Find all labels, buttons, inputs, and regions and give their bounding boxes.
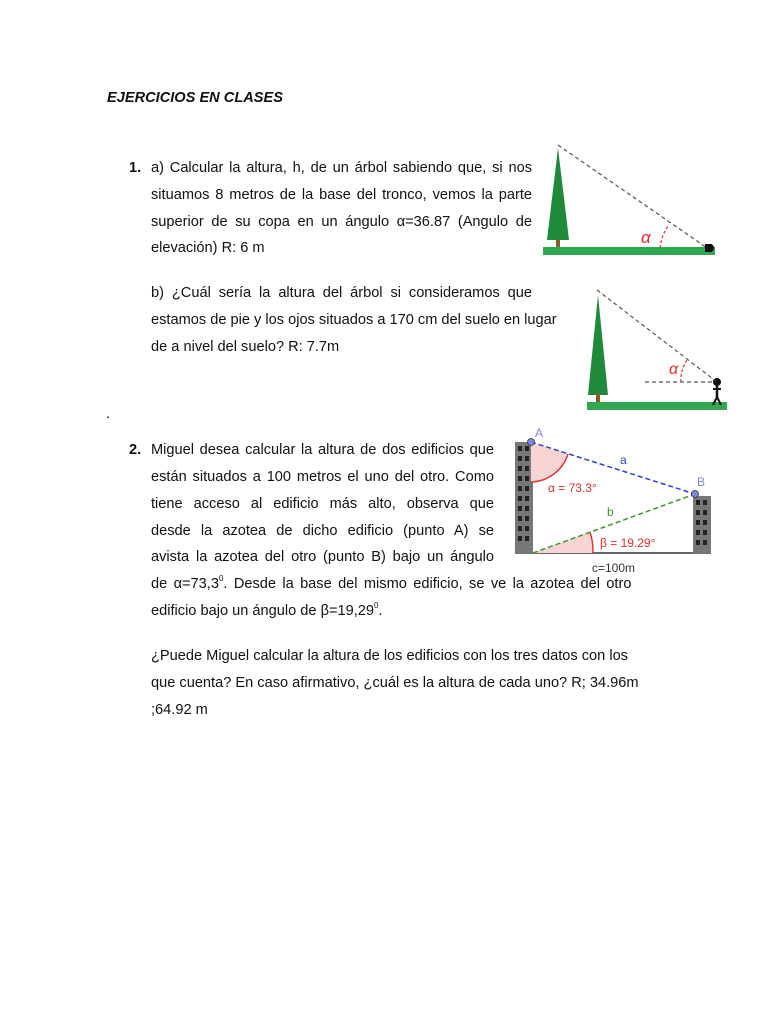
ex1a-line-1: a) Calcular la altura, h, de un árbol sabiendo que, si nos [151, 160, 532, 176]
alpha-label-a: α [641, 228, 651, 247]
point-a [528, 439, 535, 446]
alpha-label-b: α [669, 361, 679, 378]
question-line-3: ;64.92 m [151, 702, 208, 718]
ex2-line-7: edificio bajo un ángulo de $\beta=19,29^0$. [151, 601, 383, 619]
building-a [515, 442, 533, 554]
ex1b-line-3: de a nivel del suelo? R: 7.7m [151, 339, 340, 355]
tree-figure-a [540, 140, 720, 262]
exercise-1-number: 1. [129, 160, 142, 176]
beta-value-label: β = 19.29° [600, 536, 656, 550]
ex1a-line-3: superior de su copa en un ángulo α=36.87 (Angulo de [151, 214, 532, 230]
buildings-figure [510, 424, 715, 576]
ex2-line-5: avista la azotea del otro (punto B) bajo un ángulo [151, 549, 494, 565]
point-a-label: A [535, 426, 544, 440]
question-line-1: ¿Puede Miguel calcular la altura de los edificios con los tres datos con los [151, 648, 628, 664]
ex2-line-4: desde la azotea de dicho edificio (punto A) se [151, 523, 494, 539]
ex2-line-2: están situados a 100 metros el uno del otro. Como [151, 469, 494, 485]
ex1a-line-4: elevación) R: 6 m [151, 240, 265, 256]
tree-crown-a [547, 148, 569, 240]
question-line-2: que cuenta? En caso afirmativo, ¿cuál es la altura de cada uno? R; 34.96m [151, 675, 639, 691]
segment-b-label: b [607, 505, 614, 519]
ex2-line-6: de $\alpha=73,3^0$. Desde la base del mismo edificio, se ve la azotea del otro [151, 574, 632, 592]
sight-line-a [558, 145, 710, 250]
sight-line-b [597, 290, 717, 382]
point-b [692, 491, 699, 498]
segment-a-label: a [620, 453, 627, 467]
stray-dot: . [106, 406, 111, 422]
angle-arc-a [660, 226, 668, 248]
distance-label: c=100m [592, 561, 636, 575]
observer-lying [705, 244, 712, 252]
tree-figure-b [585, 285, 730, 415]
building-b [693, 496, 711, 554]
ground-b [587, 402, 727, 410]
ex2-line-1: Miguel desea calcular la altura de dos edificios que [151, 442, 494, 458]
ground-a [543, 247, 715, 255]
ex1b-line-2: estamos de pie y los ojos situados a 170 cm del suelo en lugar [151, 312, 557, 328]
alpha-value-label: α = 73.3° [548, 481, 597, 495]
angle-arc-b [681, 360, 687, 382]
ex1a-line-2: situamos 8 metros de la base del tronco, vemos la parte [151, 187, 532, 203]
page-title: EJERCICIOS EN CLASES [107, 90, 283, 106]
tree-crown-b [588, 295, 608, 395]
exercise-2-number: 2. [129, 442, 142, 458]
ex2-line-3: tiene acceso al edificio más alto, observa que [151, 496, 494, 512]
point-b-label: B [697, 475, 706, 489]
ex1b-line-1: b) ¿Cuál sería la altura del árbol si consideramos que [151, 285, 532, 301]
standing-person [713, 379, 721, 406]
